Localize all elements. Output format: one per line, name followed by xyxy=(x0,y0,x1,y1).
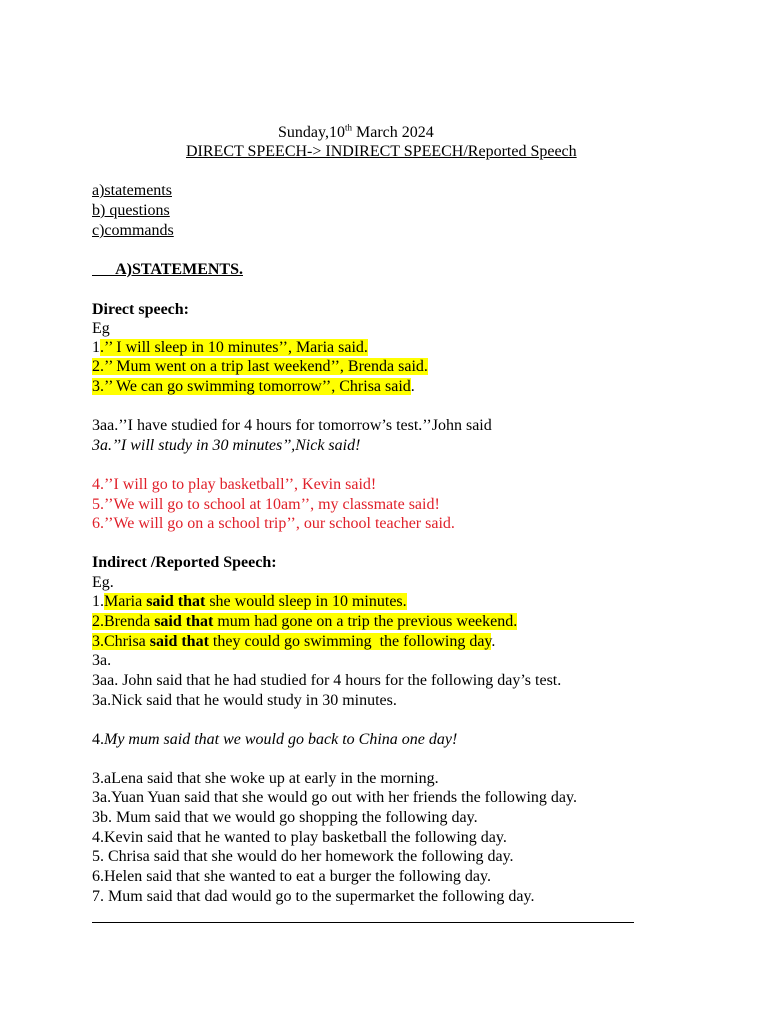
type-commands: c)commands xyxy=(92,222,174,239)
said-that: said that xyxy=(149,633,209,650)
said-that: said that xyxy=(154,613,214,630)
direct-heading: Direct speech: xyxy=(92,301,189,318)
indirect-example-3 xyxy=(92,632,495,652)
highlighted-text: .’’ I will sleep in 10 minutes’’, Maria said. xyxy=(100,339,368,356)
speaker: Maria xyxy=(104,593,147,610)
practice-line-3: 3b. Mum said that we would go shopping the following day. xyxy=(92,809,478,826)
practice-line-2: 3a.Yuan Yuan said that she would go out with her friends the following day. xyxy=(92,789,577,806)
period: . xyxy=(410,378,415,395)
indirect-3aa: 3aa. John said that he had studied for 4 hours for the following day’s test. xyxy=(92,672,562,689)
indirect-italic-line xyxy=(92,730,457,750)
direct-3aa: 3aa.’’I have studied for 4 hours for tomorrow’s test.’’John said xyxy=(92,417,492,434)
practice-line-6: 6.Helen said that she wanted to eat a burger the following day. xyxy=(92,868,491,885)
indirect-heading: Indirect /Reported Speech: xyxy=(92,554,277,571)
date-superscript: th xyxy=(344,122,352,133)
example-number: 1. xyxy=(92,593,104,610)
indirect-example-2 xyxy=(92,612,517,632)
said-that: said that xyxy=(146,593,206,610)
direct-red-5: 5.’’We will go to school at 10am’’, my classmate said! xyxy=(92,496,440,513)
direct-red-4: 4.’’I will go to play basketball’’, Kevin said! xyxy=(92,476,377,493)
indirect-eg: Eg. xyxy=(92,574,114,591)
direct-eg: Eg xyxy=(92,320,110,337)
indirect-3a: 3a. xyxy=(92,652,112,669)
highlighted-text: 3.’’ We can go swimming tomorrow’’, Chrisa said xyxy=(92,378,411,395)
practice-line-7: 7. Mum said that dad would go to the supermarket the following day. xyxy=(92,888,535,905)
indirect-example-1 xyxy=(92,592,407,612)
direct-example-2 xyxy=(92,357,428,377)
direct-example-1 xyxy=(92,338,368,358)
type-questions: b) questions xyxy=(92,202,170,219)
reported-clause: mum had gone on a trip the previous weekend. xyxy=(213,613,518,630)
example-number: 2. xyxy=(92,613,104,630)
indirect-nick: 3a.Nick said that he would study in 30 minutes. xyxy=(92,692,397,709)
practice-line-5: 5. Chrisa said that she would do her homework the following day. xyxy=(92,848,514,865)
example-number: 3. xyxy=(92,633,104,650)
italic-sentence: My mum said that we would go back to China one day! xyxy=(104,731,458,748)
example-number: 4. xyxy=(92,731,104,748)
reported-clause: she would sleep in 10 minutes. xyxy=(205,593,407,610)
direct-red-6: 6.’’We will go on a school trip’’, our school teacher said. xyxy=(92,515,455,532)
section-heading: A)STATEMENTS. xyxy=(92,261,243,278)
highlighted-text: 2.’’ Mum went on a trip last weekend’’, Brenda said. xyxy=(92,358,428,375)
type-statements: a)statements xyxy=(92,182,172,199)
date-text: Sunday,10 xyxy=(278,124,345,141)
date-line xyxy=(278,123,434,143)
example-number: 1 xyxy=(92,339,100,356)
speaker: Brenda xyxy=(104,613,155,630)
reported-clause: they could go swimming the following day xyxy=(208,633,492,650)
date-year: March 2024 xyxy=(351,124,434,141)
practice-line-1: 3.aLena said that she woke up at early in the morning. xyxy=(92,770,439,787)
horizontal-rule xyxy=(92,922,634,923)
practice-line-4: 4.Kevin said that he wanted to play basketball the following day. xyxy=(92,829,507,846)
direct-3a: 3a.’’I will study in 30 minutes’’,Nick said! xyxy=(92,437,361,454)
direct-example-3 xyxy=(92,377,415,397)
speaker: Chrisa xyxy=(104,633,150,650)
period: . xyxy=(491,633,496,650)
document-title: DIRECT SPEECH-> INDIRECT SPEECH/Reported Speech xyxy=(186,143,577,160)
